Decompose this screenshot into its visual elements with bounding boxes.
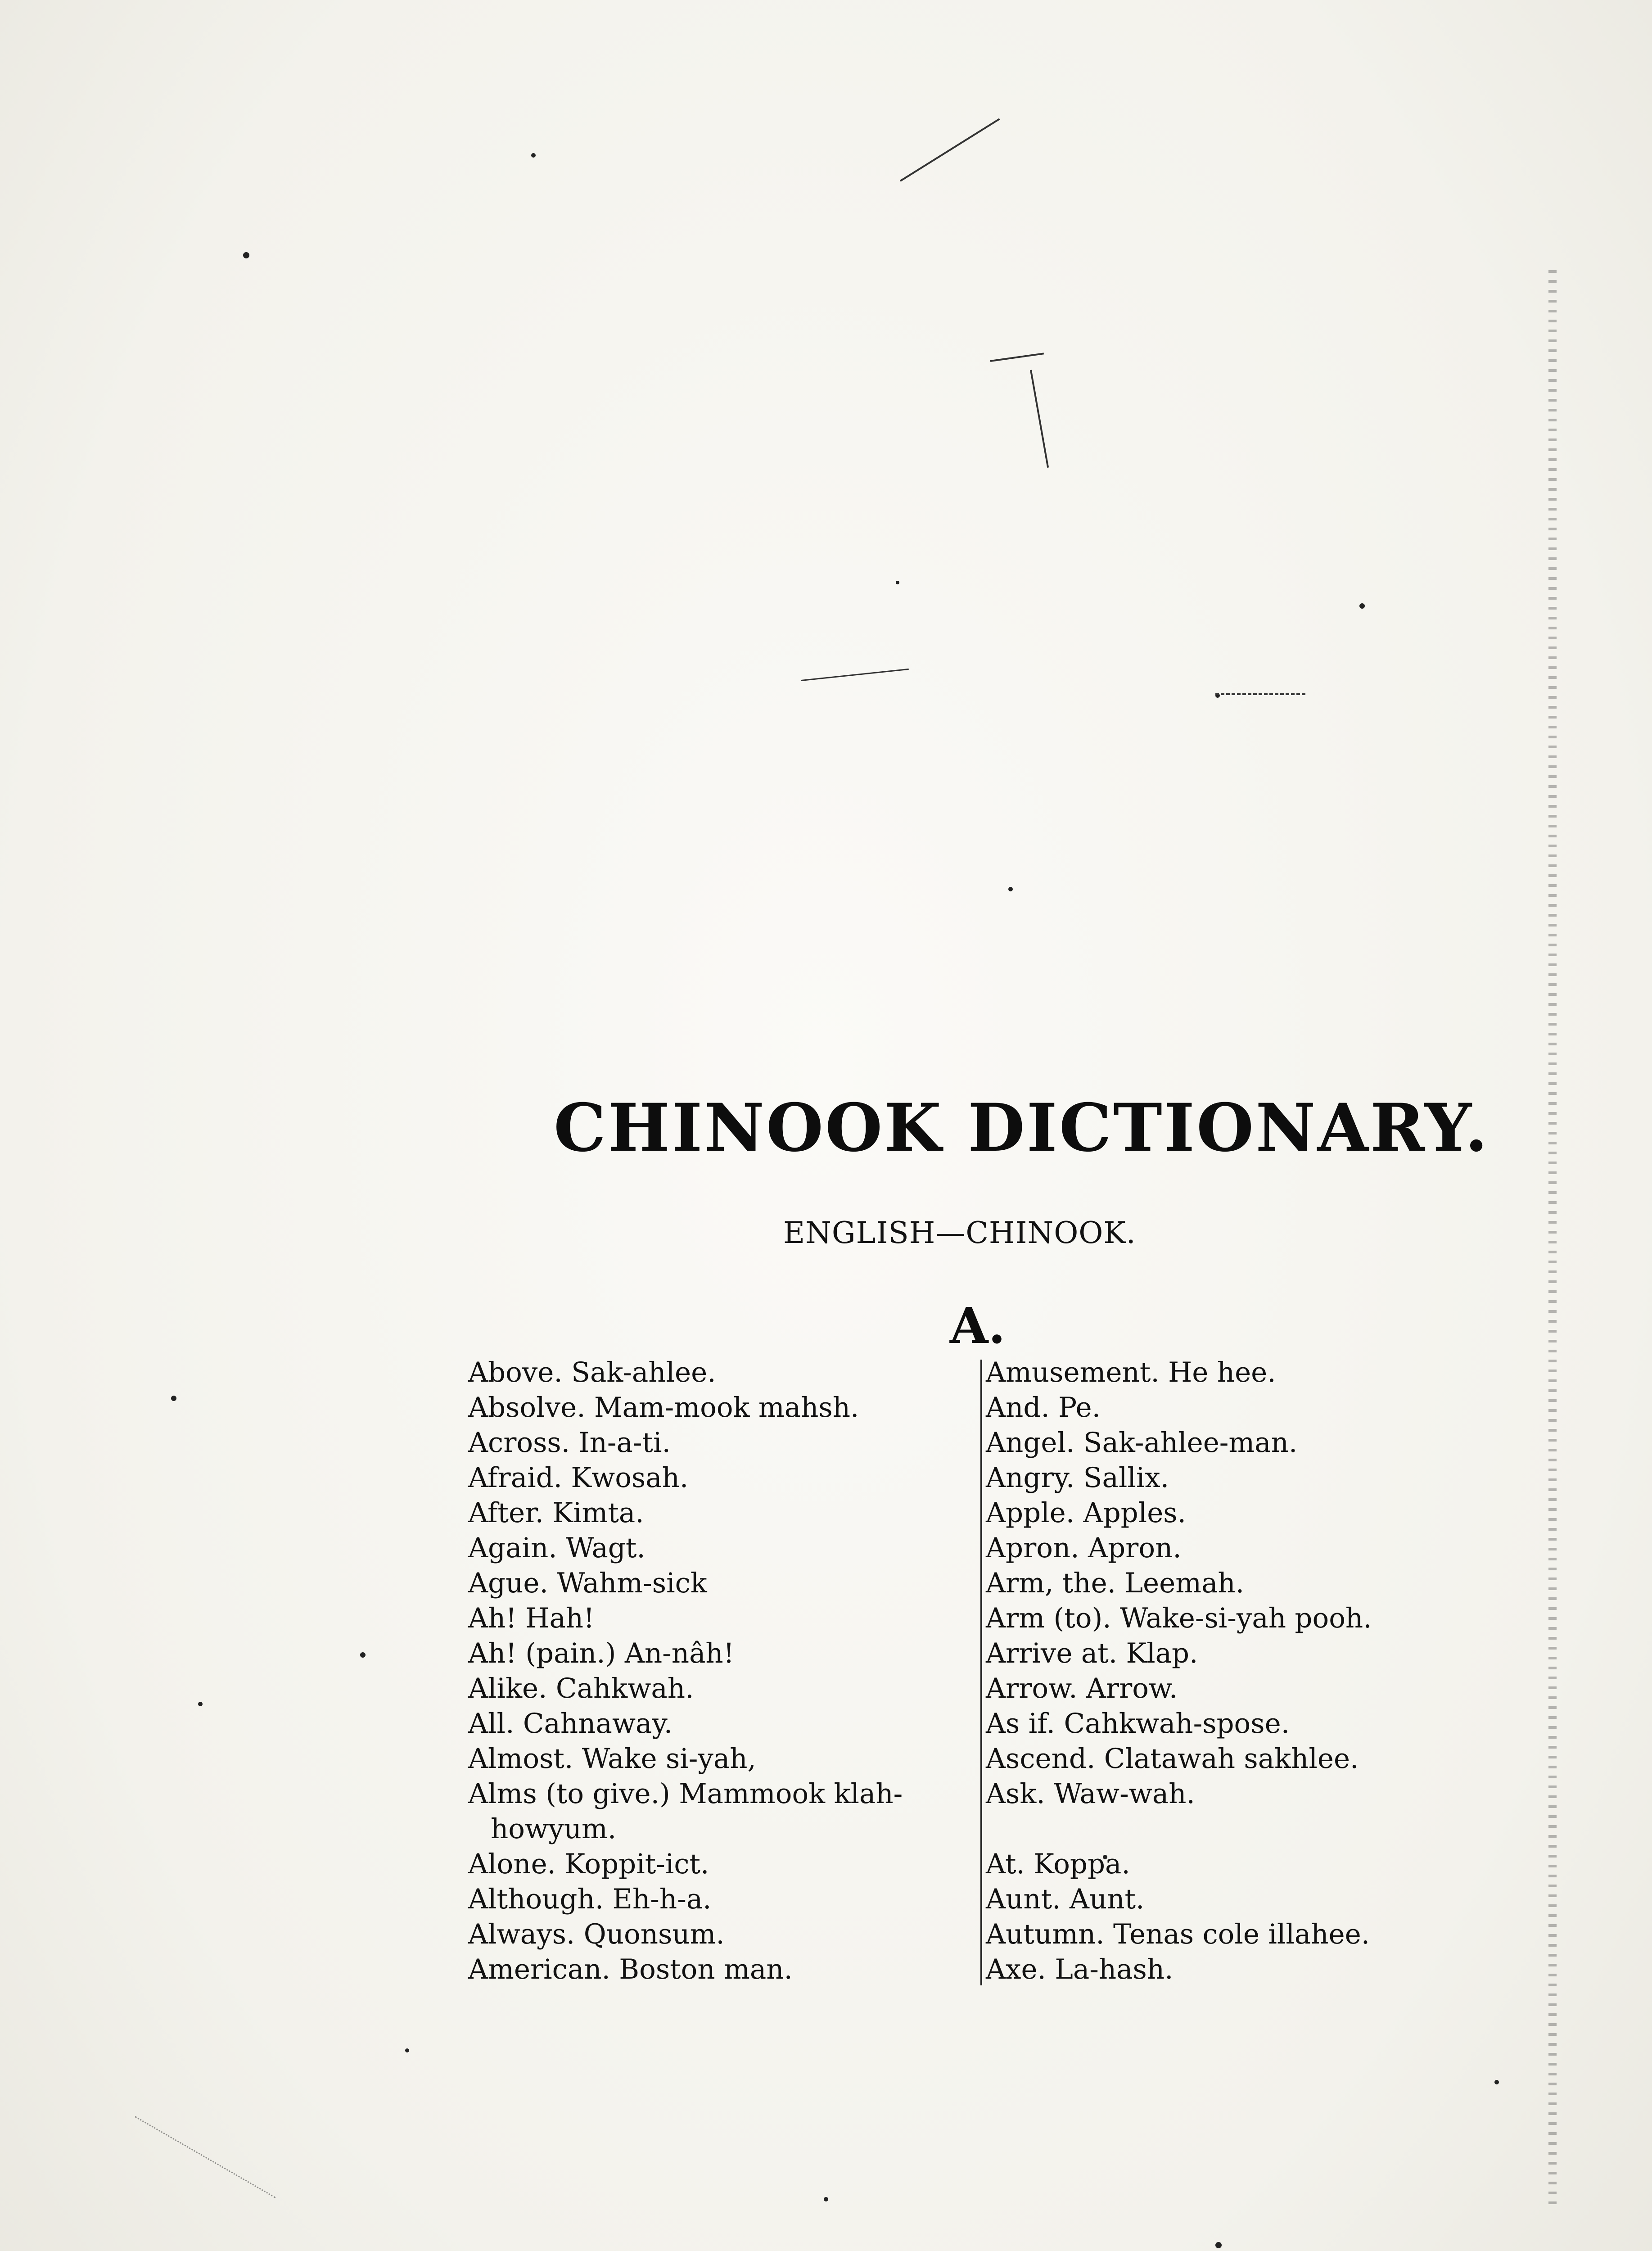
dictionary-entry: Aunt. Aunt. [986, 1883, 1145, 1915]
pencil-mark [990, 353, 1044, 362]
dictionary-entry: Across. In-a-ti. [468, 1427, 671, 1459]
pencil-mark [900, 118, 1000, 182]
dictionary-entry: Amusement. He hee. [986, 1356, 1276, 1388]
dictionary-entry: Although. Eh-h-a. [468, 1883, 712, 1915]
dictionary-entry: Alms (to give.) Mammook klah- [468, 1778, 903, 1810]
dictionary-entry: Angry. Sallix. [986, 1462, 1169, 1494]
page-title: CHINOOK DICTIONARY. [554, 1089, 1490, 1166]
dictionary-entry: Above. Sak-ahlee. [468, 1356, 716, 1388]
dictionary-entry: Ah! Hah! [468, 1602, 595, 1634]
page-subtitle: ENGLISH—CHINOOK. [783, 1216, 1136, 1250]
dictionary-entry: Always. Quonsum. [468, 1918, 725, 1950]
ink-speck [896, 581, 899, 584]
dictionary-entry: And. Pe. [986, 1392, 1101, 1424]
dictionary-entry: Arm (to). Wake-si-yah pooh. [986, 1602, 1372, 1634]
pencil-mark [801, 669, 909, 681]
ink-speck [360, 1652, 366, 1658]
ink-speck [198, 1702, 203, 1706]
dictionary-entry: Afraid. Kwosah. [468, 1462, 689, 1494]
ink-speck [1359, 603, 1365, 609]
pencil-mark [1215, 693, 1305, 695]
dictionary-entry: At. Koppa. [986, 1848, 1130, 1880]
dictionary-entry: Ague. Wahm-sick [468, 1567, 707, 1599]
dictionary-entry: Ascend. Clatawah sakhlee. [986, 1743, 1359, 1775]
dictionary-entry: Again. Wagt. [468, 1532, 645, 1564]
dictionary-entry: As if. Cahkwah-spose. [986, 1708, 1290, 1740]
dictionary-entry: Arm, the. Leemah. [986, 1567, 1245, 1599]
dictionary-entry: After. Kimta. [468, 1497, 644, 1529]
dictionary-entry: Arrive at. Klap. [986, 1637, 1198, 1669]
ink-speck [1494, 2080, 1499, 2084]
dictionary-entry-continuation: howyum. [491, 1813, 617, 1845]
dictionary-entry: Angel. Sak-ahlee-man. [986, 1427, 1298, 1459]
column-divider [980, 1360, 982, 1985]
dictionary-entry: Almost. Wake si-yah, [468, 1743, 756, 1775]
left-column [468, 1355, 977, 1987]
ink-speck [243, 252, 249, 258]
dictionary-entry: Ah! (pain.) An-nâh! [468, 1637, 735, 1669]
ink-speck [405, 2048, 409, 2052]
dictionary-entry: Alone. Koppit-ict. [468, 1848, 709, 1880]
dictionary-entry: Ask. Waw-wah. [986, 1778, 1195, 1810]
ink-speck [531, 153, 536, 158]
pencil-mark [135, 2116, 275, 2198]
right-column [986, 1355, 1472, 1987]
pencil-mark [1030, 370, 1049, 468]
dictionary-entry: Apron. Apron. [986, 1532, 1182, 1564]
dictionary-entry: American. Boston man. [468, 1953, 793, 1985]
dictionary-entry: Apple. Apples. [986, 1497, 1186, 1529]
dictionary-entry: Autumn. Tenas cole illahee. [986, 1918, 1370, 1950]
ink-speck [171, 1396, 176, 1401]
page-edge-shadow [1548, 270, 1557, 2206]
dictionary-entry-blank [986, 1812, 1472, 1847]
ink-speck [1008, 887, 1013, 891]
section-letter: A. [950, 1297, 1006, 1355]
dictionary-entry: Axe. La-hash. [986, 1953, 1174, 1985]
dictionary-entry: All. Cahnaway. [468, 1708, 673, 1740]
ink-speck [824, 2197, 828, 2201]
ink-speck [1215, 2242, 1222, 2248]
dictionary-entry: Alike. Cahkwah. [468, 1672, 694, 1704]
dictionary-entry: Arrow. Arrow. [986, 1672, 1178, 1704]
dictionary-entry: Absolve. Mam-mook mahsh. [468, 1392, 859, 1424]
